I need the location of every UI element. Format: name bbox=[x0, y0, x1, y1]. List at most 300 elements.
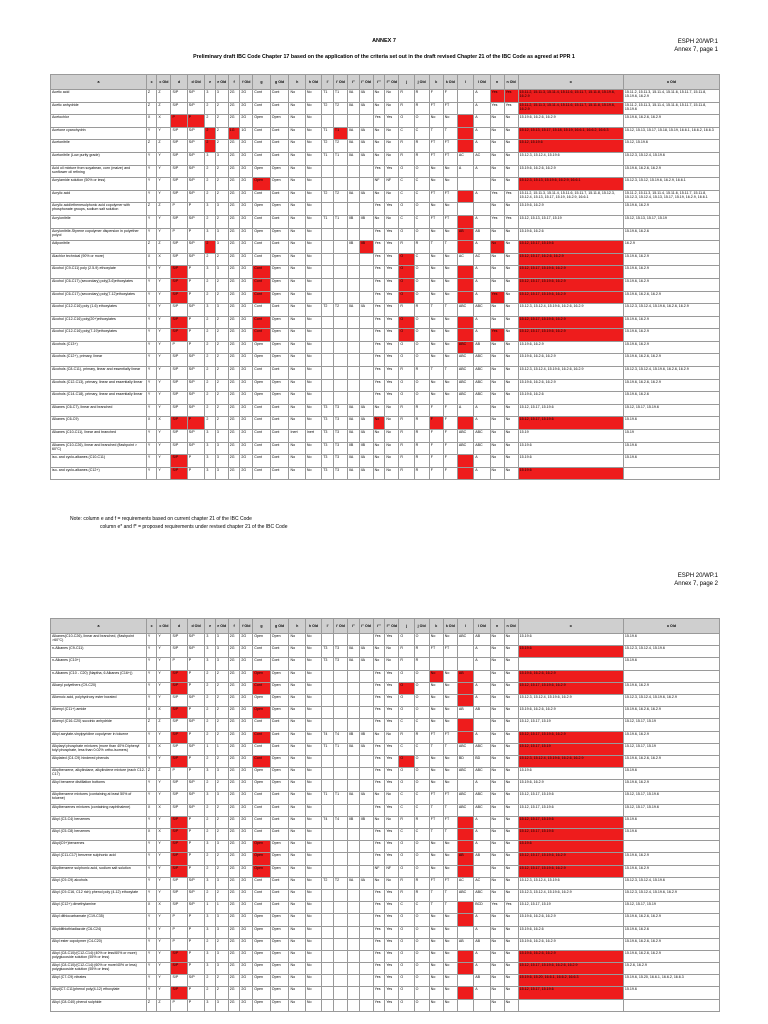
table-cell: S/P bbox=[187, 127, 205, 140]
table-cell: Yes bbox=[373, 291, 385, 304]
table-cell bbox=[359, 938, 373, 950]
table-cell: ABC bbox=[457, 889, 473, 901]
table-cell: 2 bbox=[205, 291, 216, 304]
table-cell: 2G bbox=[228, 467, 240, 480]
table-cell: P bbox=[187, 417, 205, 430]
product-name-cell: Alkyl (C12+) dimethylamine bbox=[51, 902, 147, 914]
column-header: d bbox=[171, 619, 187, 634]
table-cell: ABC bbox=[457, 430, 473, 443]
table-cell: No bbox=[443, 379, 457, 392]
table-cell: 3 bbox=[215, 304, 228, 317]
table-cell: No bbox=[504, 914, 518, 926]
table-cell: Cont bbox=[253, 731, 271, 743]
table-cell bbox=[359, 329, 373, 342]
table-cell: Y bbox=[146, 228, 157, 241]
table-cell: No bbox=[305, 291, 321, 304]
table-cell: S/P bbox=[171, 467, 187, 480]
table-cell bbox=[322, 755, 334, 767]
table-cell: No bbox=[443, 987, 457, 999]
table-cell: 15.12, 15.17, 15.19 bbox=[623, 743, 719, 755]
table-cell: FT bbox=[429, 190, 443, 203]
table-cell: Yes bbox=[385, 829, 399, 841]
table-cell: 3 bbox=[205, 152, 216, 165]
table-cell: Y bbox=[146, 877, 157, 889]
table-cell bbox=[474, 203, 490, 216]
table-cell: S/P bbox=[187, 719, 205, 731]
table-cell: No bbox=[490, 392, 504, 405]
table-cell: R bbox=[414, 816, 429, 828]
table-cell: Yes bbox=[490, 190, 504, 203]
table-cell: T bbox=[429, 889, 443, 901]
table-cell: No bbox=[504, 379, 518, 392]
table-cell: S/P bbox=[171, 902, 187, 914]
table-cell: No bbox=[305, 853, 321, 865]
table-cell: No bbox=[289, 743, 305, 755]
table-row bbox=[51, 404, 720, 417]
table-cell: No bbox=[490, 889, 504, 901]
table-cell bbox=[322, 841, 334, 853]
table-cell: No bbox=[305, 682, 321, 694]
table-cell: Open bbox=[270, 203, 289, 216]
column-header: h Old bbox=[305, 619, 321, 634]
table-cell: 2G bbox=[240, 792, 253, 804]
table-cell: No bbox=[305, 329, 321, 342]
table-cell: 15.19.6, 16.2.9 bbox=[623, 780, 719, 792]
table-cell: 2G bbox=[228, 190, 240, 203]
table-cell: Cont bbox=[253, 90, 271, 103]
table-row bbox=[51, 634, 720, 646]
table-cell: S/P bbox=[171, 127, 187, 140]
table-cell: Y bbox=[157, 841, 171, 853]
table-cell: Cont bbox=[270, 455, 289, 468]
table-cell: O bbox=[399, 914, 414, 926]
table-cell: Z bbox=[146, 203, 157, 216]
table-cell: No bbox=[289, 902, 305, 914]
table-cell: 2 bbox=[205, 829, 216, 841]
table-cell: 15.19.6 bbox=[623, 417, 719, 430]
table-cell: No bbox=[429, 178, 443, 191]
table-cell: 2 bbox=[205, 165, 216, 178]
table-cell: Open bbox=[253, 178, 271, 191]
table-cell: 2 bbox=[215, 829, 228, 841]
table-cell: Yes bbox=[373, 889, 385, 901]
table-cell: 3 bbox=[215, 646, 228, 658]
table-cell: IIA bbox=[359, 792, 373, 804]
table-cell: 2G bbox=[240, 926, 253, 938]
table-cell bbox=[457, 658, 473, 670]
table-cell: S/P bbox=[187, 90, 205, 103]
table-cell: 15.19 bbox=[623, 430, 719, 443]
product-name-cell: Alkanes (C10-C11), linear and branched bbox=[51, 430, 147, 443]
table-cell: C bbox=[399, 215, 414, 228]
table-cell bbox=[333, 853, 347, 865]
table-cell: No bbox=[429, 768, 443, 780]
table-cell: 15.19.6, 16.2.6, 16.2.9 bbox=[518, 707, 623, 719]
table-cell: ABC bbox=[457, 341, 473, 354]
table-cell: T4 bbox=[333, 731, 347, 743]
table-cell: IIA bbox=[347, 658, 359, 670]
table-cell: S/P bbox=[171, 707, 187, 719]
table-cell: No bbox=[305, 404, 321, 417]
table-cell: 15.19.6, 16.2.9 bbox=[623, 316, 719, 329]
table-cell: 15.19.6, 16.2.6, 16.2.9 bbox=[518, 914, 623, 926]
table-cell: R bbox=[414, 367, 429, 380]
table-cell: No bbox=[305, 877, 321, 889]
table-cell: T1 bbox=[333, 743, 347, 755]
table-cell: FT bbox=[429, 792, 443, 804]
table-cell: T2 bbox=[333, 140, 347, 153]
table-cell: ABC bbox=[474, 392, 490, 405]
table-cell: No bbox=[305, 190, 321, 203]
table-cell: X bbox=[146, 253, 157, 266]
table-cell bbox=[359, 316, 373, 329]
table-cell: 3 bbox=[215, 90, 228, 103]
table-cell: O bbox=[399, 266, 414, 279]
table-cell: 2G bbox=[240, 755, 253, 767]
table-cell: Yes bbox=[373, 755, 385, 767]
table-cell: 2 bbox=[215, 253, 228, 266]
table-cell: No bbox=[443, 203, 457, 216]
table-cell: No bbox=[305, 127, 321, 140]
table-cell: C bbox=[414, 719, 429, 731]
table-cell: No bbox=[443, 329, 457, 342]
table-cell: Y bbox=[157, 963, 171, 975]
table-cell: No bbox=[289, 392, 305, 405]
table-cell: No bbox=[504, 266, 518, 279]
table-cell: No bbox=[429, 329, 443, 342]
table-cell: T3 bbox=[322, 430, 334, 443]
table-cell: FT bbox=[429, 816, 443, 828]
table-cell: Yes bbox=[385, 241, 399, 254]
table-cell bbox=[457, 902, 473, 914]
table-cell: 2G bbox=[240, 404, 253, 417]
table-cell: O bbox=[399, 203, 414, 216]
table-cell: Yes bbox=[385, 341, 399, 354]
table-cell: Open bbox=[270, 316, 289, 329]
table-cell: No bbox=[289, 950, 305, 962]
table-cell: Open bbox=[270, 682, 289, 694]
table-cell: Cont bbox=[253, 804, 271, 816]
table-cell: No bbox=[373, 215, 385, 228]
product-name-cell: Alkyl benzene distillation bottoms bbox=[51, 780, 147, 792]
table-cell: 2 bbox=[215, 190, 228, 203]
table-cell: 15.12, 15.17, 15.19.6 bbox=[518, 987, 623, 999]
table-cell: No bbox=[289, 987, 305, 999]
table-cell: Cont bbox=[270, 792, 289, 804]
table-cell: O bbox=[399, 228, 414, 241]
table-cell: C bbox=[399, 719, 414, 731]
table-cell: No bbox=[373, 417, 385, 430]
table-cell: 3 bbox=[215, 658, 228, 670]
table-cell: No bbox=[504, 127, 518, 140]
table-cell: R bbox=[399, 152, 414, 165]
table-cell: Cont bbox=[270, 241, 289, 254]
table-cell: P bbox=[187, 914, 205, 926]
table-cell: Z bbox=[157, 203, 171, 216]
table-cell bbox=[322, 203, 334, 216]
table-cell: 15.19.6, 15.20, 16.6.1, 16.6.2, 16.6.3 bbox=[623, 975, 719, 987]
table-cell bbox=[333, 670, 347, 682]
table-cell: IIA bbox=[347, 877, 359, 889]
table-cell: 2G bbox=[240, 90, 253, 103]
table-cell: No bbox=[443, 682, 457, 694]
column-header: l Old bbox=[474, 619, 490, 634]
table-cell: IIA bbox=[359, 190, 373, 203]
column-header: o Old bbox=[623, 619, 719, 634]
table-cell: 2G bbox=[240, 178, 253, 191]
table-cell: No bbox=[504, 658, 518, 670]
table-cell bbox=[359, 841, 373, 853]
table-cell bbox=[457, 417, 473, 430]
table-cell bbox=[322, 115, 334, 128]
table-cell: No bbox=[289, 178, 305, 191]
table-cell: 2G bbox=[240, 902, 253, 914]
table-cell: Open bbox=[253, 694, 271, 706]
table-cell: A bbox=[474, 127, 490, 140]
column-header: h bbox=[289, 619, 305, 634]
table-cell: S/P bbox=[171, 241, 187, 254]
table-cell: Y bbox=[157, 877, 171, 889]
table-cell: Yes bbox=[385, 354, 399, 367]
table-cell: No bbox=[305, 253, 321, 266]
table-cell: 15.19.6, 16.2.6, 16.2.9 bbox=[623, 115, 719, 128]
table-cell: 2G bbox=[228, 975, 240, 987]
table-row bbox=[51, 646, 720, 658]
table-cell: P bbox=[187, 938, 205, 950]
table-cell: A bbox=[474, 455, 490, 468]
table-cell: 2G bbox=[240, 329, 253, 342]
table-cell: AB bbox=[474, 938, 490, 950]
table-cell: S/P bbox=[187, 442, 205, 455]
table-cell: 2G bbox=[240, 278, 253, 291]
table-cell: A bbox=[474, 417, 490, 430]
column-header: n bbox=[490, 619, 504, 634]
table-cell: 2G bbox=[228, 404, 240, 417]
table-row bbox=[51, 241, 720, 254]
table-cell: Cont bbox=[270, 719, 289, 731]
table-cell: No bbox=[443, 178, 457, 191]
table-cell: 3 bbox=[205, 266, 216, 279]
table-cell: No bbox=[504, 670, 518, 682]
table-cell: FT bbox=[429, 140, 443, 153]
table-cell: Yes bbox=[385, 316, 399, 329]
table-cell: Yes bbox=[373, 707, 385, 719]
table-cell: Open bbox=[270, 178, 289, 191]
table-cell: No bbox=[490, 379, 504, 392]
table-cell: Y bbox=[157, 694, 171, 706]
table-cell: No bbox=[504, 354, 518, 367]
table-cell: P bbox=[187, 670, 205, 682]
table-cell: 2 bbox=[215, 938, 228, 950]
table-cell: F bbox=[443, 442, 457, 455]
product-name-cell: Alkyl (C8-C10)/(C12-C14):(40% or less/60% or more) polyglucoside solution (55% or less) bbox=[51, 950, 147, 962]
table-cell: C bbox=[399, 804, 414, 816]
table-cell: Y bbox=[157, 165, 171, 178]
table-cell bbox=[359, 178, 373, 191]
table-cell: Cont bbox=[253, 877, 271, 889]
table-cell: No bbox=[289, 999, 305, 1011]
table-cell: No bbox=[373, 102, 385, 115]
table-cell: No bbox=[289, 266, 305, 279]
table-cell: Open bbox=[270, 670, 289, 682]
table-cell: No bbox=[289, 914, 305, 926]
table-cell: Y bbox=[146, 404, 157, 417]
table-cell: Y bbox=[157, 367, 171, 380]
table-cell: O bbox=[399, 707, 414, 719]
table-cell: S/P bbox=[187, 975, 205, 987]
table-cell: 2G bbox=[240, 914, 253, 926]
table-cell bbox=[347, 889, 359, 901]
table-cell: Yes bbox=[385, 392, 399, 405]
table-cell bbox=[359, 379, 373, 392]
table-cell: IIA bbox=[359, 417, 373, 430]
table-cell: No bbox=[289, 379, 305, 392]
table-cell bbox=[322, 228, 334, 241]
table-cell bbox=[333, 694, 347, 706]
table-cell: No bbox=[429, 841, 443, 853]
table-cell: F bbox=[443, 430, 457, 443]
table-cell: No bbox=[373, 816, 385, 828]
table-cell: No bbox=[289, 241, 305, 254]
table-cell: No bbox=[305, 215, 321, 228]
table-cell: 2G bbox=[228, 755, 240, 767]
product-name-cell: n-Alkanes (C10+) bbox=[51, 658, 147, 670]
table-cell: S/P bbox=[171, 404, 187, 417]
table-cell: O bbox=[399, 975, 414, 987]
table-cell: O bbox=[414, 203, 429, 216]
table-cell: O bbox=[399, 950, 414, 962]
table-cell: 15.12.3, 15.12.4, 15.19.6, 16.2.9 bbox=[518, 694, 623, 706]
table-cell: Cont bbox=[253, 743, 271, 755]
table-cell: No bbox=[490, 963, 504, 975]
table-cell: 15.12, 15.19.6 bbox=[518, 140, 623, 153]
product-name-cell: Alkylaryl phosphate mixtures (more than 40% Diphenyl tolyl phosphate, less than 0.02% ortho-isomers) bbox=[51, 743, 147, 755]
table-cell: 15.19.6, 16.2.9 bbox=[623, 266, 719, 279]
table-cell: 15.19.6 bbox=[623, 987, 719, 999]
table-cell: 15.19.6, 16.2.9 bbox=[623, 865, 719, 877]
product-name-cell: Alkylated (C4-C9) hindered phenols bbox=[51, 755, 147, 767]
table-cell: Open bbox=[253, 865, 271, 877]
table-cell: S/P bbox=[171, 755, 187, 767]
table-row bbox=[51, 804, 720, 816]
table-cell: 2 bbox=[205, 127, 216, 140]
table-cell: Y bbox=[146, 316, 157, 329]
table-cell: O bbox=[414, 316, 429, 329]
table-cell: O bbox=[399, 926, 414, 938]
table-cell: No bbox=[504, 228, 518, 241]
table-cell: A bbox=[457, 404, 473, 417]
table-cell: 2 bbox=[205, 670, 216, 682]
table-cell: Z bbox=[146, 999, 157, 1011]
table-cell: R bbox=[414, 430, 429, 443]
table-cell: ABC bbox=[474, 430, 490, 443]
table-cell: No bbox=[305, 816, 321, 828]
table-cell: No bbox=[429, 987, 443, 999]
table-row bbox=[51, 304, 720, 317]
table-cell: 2 bbox=[215, 102, 228, 115]
table-cell: 2G bbox=[228, 804, 240, 816]
table-cell: O bbox=[414, 768, 429, 780]
table-cell: T bbox=[443, 743, 457, 755]
table-cell: No bbox=[373, 467, 385, 480]
table-cell: No bbox=[305, 102, 321, 115]
table-cell bbox=[333, 253, 347, 266]
table-cell: A bbox=[474, 329, 490, 342]
product-name-cell: iso- and cyclo-alkanes (C12+) bbox=[51, 467, 147, 480]
product-name-cell: Alkylbenzenes mixtures (containing naphthalene) bbox=[51, 804, 147, 816]
table-cell: No bbox=[289, 115, 305, 128]
table-cell: Y bbox=[146, 467, 157, 480]
table-cell bbox=[457, 90, 473, 103]
table-cell: 2G bbox=[240, 442, 253, 455]
table-cell: Yes bbox=[385, 902, 399, 914]
table-cell: No bbox=[490, 780, 504, 792]
table-cell: 2G bbox=[240, 694, 253, 706]
table-cell: 2G bbox=[228, 152, 240, 165]
table-cell: 2G bbox=[228, 999, 240, 1011]
table-cell: 2 bbox=[215, 140, 228, 153]
product-name-cell: Alcohol (C12-C16) poly(7-19)ethoxylates bbox=[51, 329, 147, 342]
table-cell: Cont bbox=[270, 816, 289, 828]
table-cell: 2G bbox=[240, 731, 253, 743]
table-cell: No bbox=[490, 278, 504, 291]
table-cell bbox=[347, 987, 359, 999]
table-cell: T1 bbox=[322, 215, 334, 228]
table-cell: IIA bbox=[359, 152, 373, 165]
table-cell: P bbox=[171, 926, 187, 938]
table-cell bbox=[347, 853, 359, 865]
table-cell: 2 bbox=[215, 865, 228, 877]
table-cell: No bbox=[305, 278, 321, 291]
table-cell: C bbox=[414, 178, 429, 191]
table-cell: S/P bbox=[171, 634, 187, 646]
table-cell: 2G bbox=[240, 455, 253, 468]
column-header: c Old bbox=[157, 619, 171, 634]
table-cell: Y bbox=[157, 392, 171, 405]
table-cell: 2 bbox=[205, 682, 216, 694]
table-cell: T1 bbox=[333, 792, 347, 804]
table-cell bbox=[347, 634, 359, 646]
table-cell: 15.19.6, 16.2.9 bbox=[518, 780, 623, 792]
table-cell bbox=[457, 127, 473, 140]
table-cell: IIB bbox=[359, 241, 373, 254]
table-cell: R bbox=[414, 102, 429, 115]
table-cell: Yes bbox=[385, 926, 399, 938]
table-cell: Cont bbox=[270, 646, 289, 658]
table-cell: Y bbox=[157, 304, 171, 317]
table-row bbox=[51, 902, 720, 914]
table-cell: 15.12, 15.13, 15.17, 15.18, 15.19, 16.6.1, 16.6.2, 16.6.3 bbox=[623, 127, 719, 140]
table-cell: O bbox=[399, 768, 414, 780]
table-cell: F bbox=[443, 404, 457, 417]
table-cell: Y bbox=[157, 682, 171, 694]
table-cell: No bbox=[490, 266, 504, 279]
table-cell: 2G bbox=[240, 291, 253, 304]
column-header: i''' Old bbox=[385, 75, 399, 90]
table-cell: Open bbox=[270, 938, 289, 950]
table-cell: T bbox=[429, 127, 443, 140]
table-row bbox=[51, 877, 720, 889]
table-row bbox=[51, 914, 720, 926]
table-cell: Yes bbox=[385, 165, 399, 178]
table-cell: IIA bbox=[347, 127, 359, 140]
table-cell: No bbox=[385, 404, 399, 417]
table-cell: 15.19.6 bbox=[518, 455, 623, 468]
table-cell: 15.19.6 bbox=[518, 467, 623, 480]
table-cell: No bbox=[305, 90, 321, 103]
table-row bbox=[51, 792, 720, 804]
table-cell: Y bbox=[157, 670, 171, 682]
